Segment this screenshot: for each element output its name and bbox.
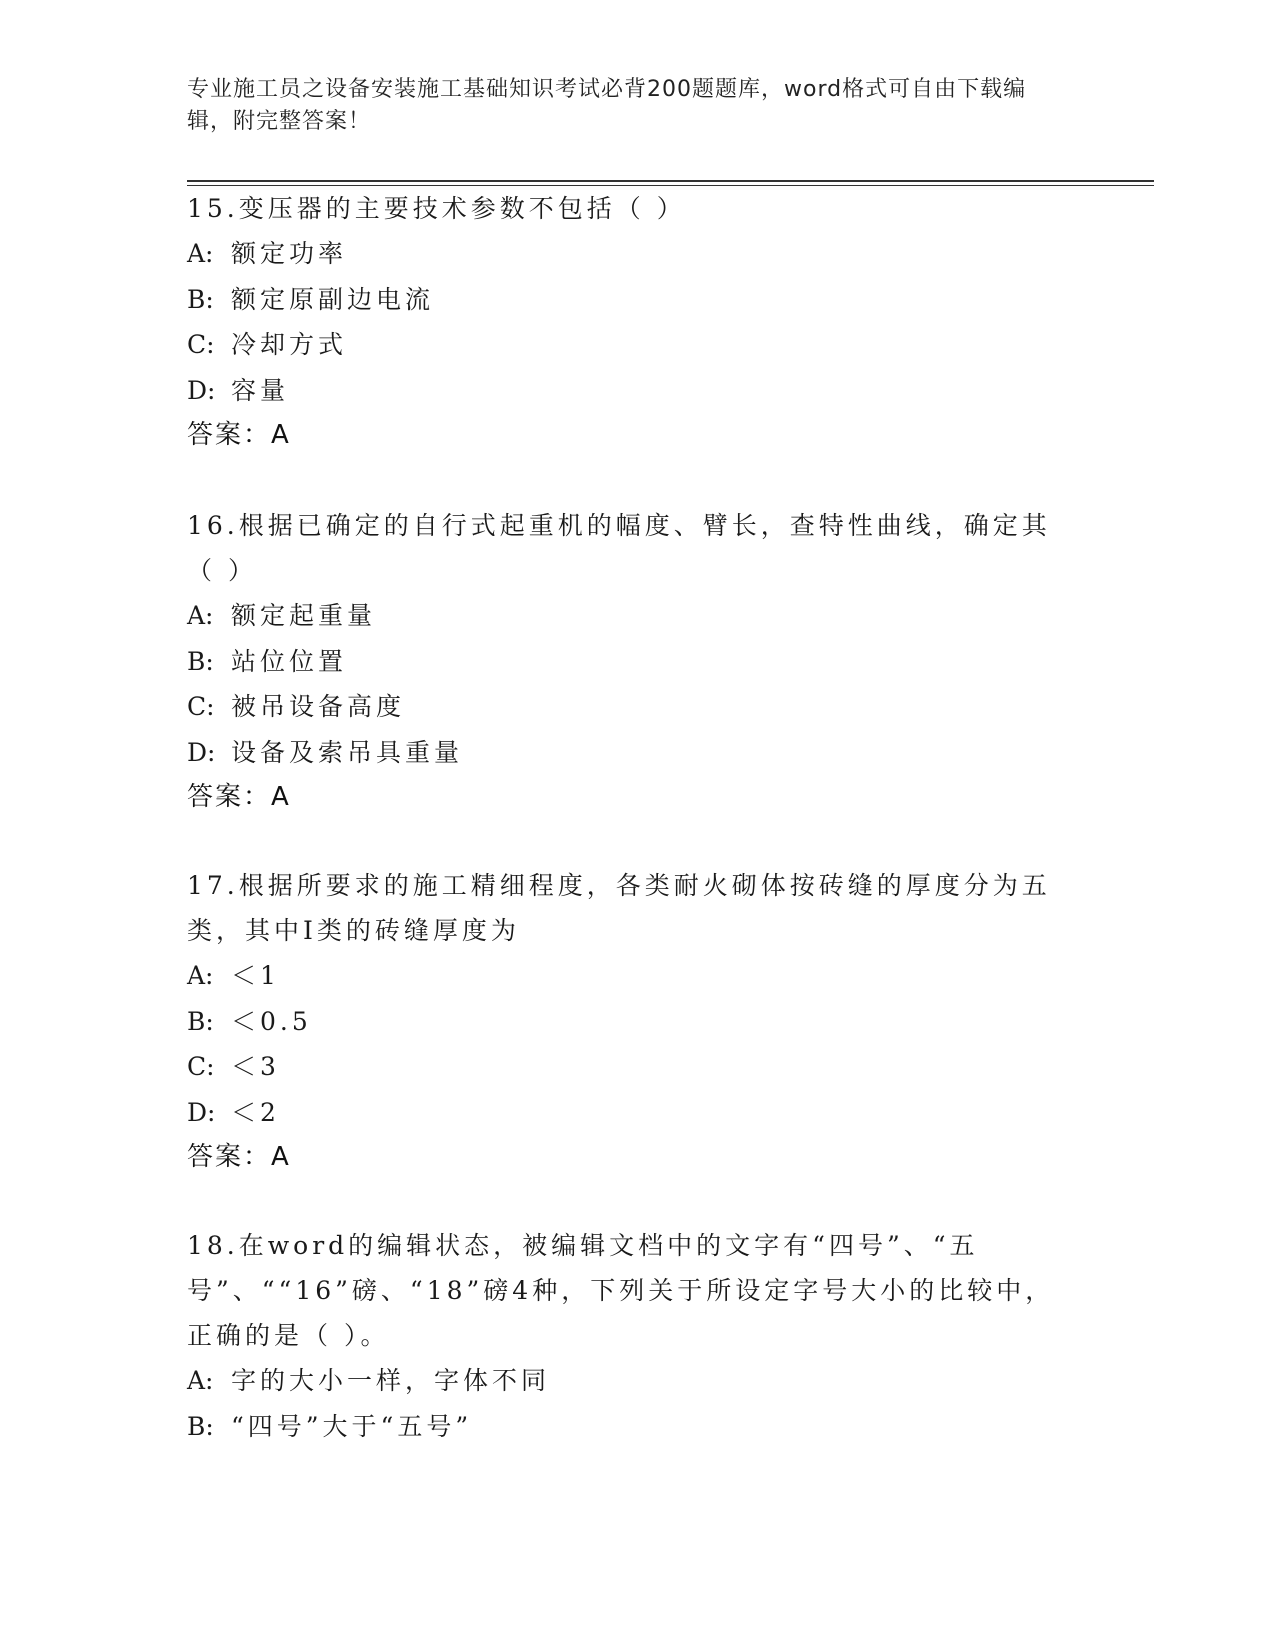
option-label: A: — [187, 601, 214, 630]
option-text: ＜2 — [231, 1097, 280, 1127]
option-d — [187, 368, 1067, 414]
option-c — [187, 1044, 1067, 1090]
option-b — [187, 1404, 1067, 1450]
answer-line: 答案：A — [187, 420, 291, 450]
option-text: 冷却方式 — [231, 330, 348, 359]
option-label: D: — [187, 1097, 216, 1127]
question-stem: 18.在word的编辑状态，被编辑文档中的文字有“四号”、“五号”、““16”磅、“18”磅4种，下列关于所设定字号大小的比较中，正确的是（ ）。 — [187, 1231, 1055, 1350]
option-text: 被吊设备高度 — [231, 692, 406, 721]
option-text: ＜1 — [231, 961, 280, 990]
document-title: 专业施工员之设备安装施工基础知识考试必背200题题库，word格式可自由下载编辑，附完整答案！ — [187, 77, 1027, 134]
option-label: B: — [187, 1006, 214, 1036]
question-stem: 15.变压器的主要技术参数不包括（ ） — [187, 194, 686, 223]
option-c — [187, 684, 1067, 730]
answer-line: 答案：A — [187, 1142, 291, 1172]
option-label: D: — [187, 375, 216, 405]
option-text: “四号”大于“五号” — [231, 1411, 473, 1441]
option-d — [187, 730, 1067, 776]
option-label: A: — [187, 1366, 214, 1395]
option-text: 额定原副边电流 — [231, 284, 435, 314]
question-stem: 16.根据已确定的自行式起重机的幅度、臂长，查特性曲线，确定其（ ） — [187, 511, 1051, 585]
answer-line: 答案：A — [187, 782, 291, 812]
option-text: 额定起重量 — [231, 601, 377, 630]
option-label: C: — [187, 1052, 215, 1081]
option-b — [187, 277, 1067, 323]
option-c — [187, 322, 1067, 368]
option-a — [187, 953, 1067, 999]
option-label: A: — [187, 961, 214, 990]
option-text: ＜0.5 — [231, 1006, 312, 1036]
question-15 — [187, 186, 1067, 457]
option-text: 容量 — [231, 375, 290, 405]
option-text: ＜3 — [231, 1052, 280, 1081]
option-text: 字的大小一样，字体不同 — [231, 1366, 551, 1395]
option-b — [187, 639, 1067, 685]
option-text: 设备及索吊具重量 — [231, 737, 464, 767]
question-16 — [187, 503, 1067, 819]
option-b — [187, 999, 1067, 1045]
option-text: 站位位置 — [231, 646, 348, 676]
option-d — [187, 1090, 1067, 1136]
question-18 — [187, 1223, 1067, 1449]
option-a — [187, 593, 1067, 639]
option-label: B: — [187, 284, 214, 314]
option-label: C: — [187, 692, 215, 721]
option-label: C: — [187, 330, 215, 359]
option-label: B: — [187, 646, 214, 676]
header-rule-thick — [187, 180, 1154, 182]
option-label: D: — [187, 737, 216, 767]
question-17 — [187, 863, 1067, 1179]
option-a — [187, 231, 1067, 277]
question-stem: 17.根据所要求的施工精细程度，各类耐火砌体按砖缝的厚度分为五类，其中Ⅰ类的砖缝厚度为 — [187, 871, 1051, 945]
option-a — [187, 1358, 1067, 1404]
option-text: 额定功率 — [231, 239, 348, 268]
option-label: A: — [187, 239, 214, 268]
option-label: B: — [187, 1411, 214, 1441]
